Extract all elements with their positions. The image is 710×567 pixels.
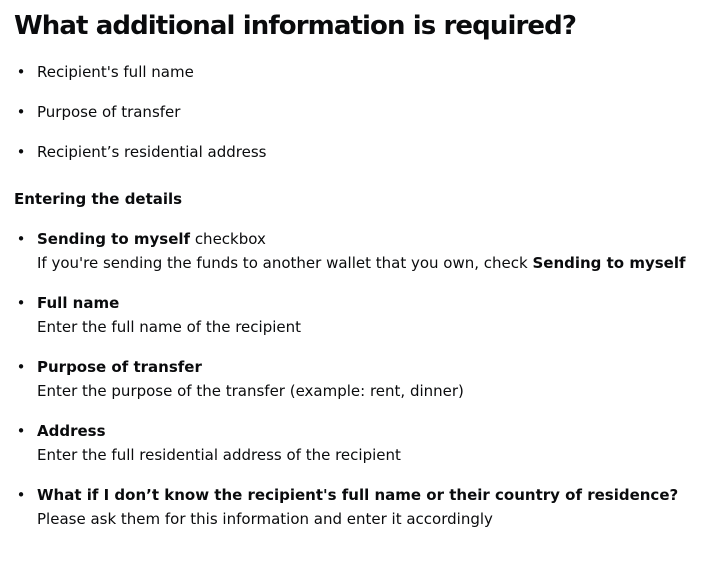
detail-label-suffix: checkbox [190, 230, 266, 248]
detail-description: Enter the purpose of the transfer (example: rent, dinner) [37, 382, 464, 400]
detail-desc-emphasis: Sending to myself [532, 254, 686, 272]
list-item [0, 140, 710, 180]
list-item-text: Purpose of transfer [37, 103, 181, 121]
detail-item-purpose [0, 355, 710, 419]
detail-title [37, 227, 710, 251]
required-info-list [0, 60, 710, 180]
detail-description: Enter the full residential address of the recipient [37, 446, 401, 464]
bullet: • [16, 103, 26, 121]
section-heading: Entering the details [14, 190, 183, 208]
detail-item-unknown-info [0, 483, 710, 547]
detail-label: What if I don’t know the recipient's full name or their country of residence? [37, 486, 679, 504]
page-title: What additional information is required? [14, 11, 577, 41]
list-item [0, 60, 710, 100]
detail-label: Full name [37, 294, 120, 312]
list-item [0, 100, 710, 140]
detail-label: Sending to myself [37, 230, 191, 248]
bullet: • [16, 486, 26, 504]
bullet: • [16, 230, 26, 248]
detail-description [37, 251, 710, 275]
bullet: • [16, 294, 26, 312]
detail-label: Purpose of transfer [37, 358, 202, 376]
list-item-text: Recipient's full name [37, 63, 194, 81]
detail-label: Address [37, 422, 106, 440]
details-list [0, 227, 710, 547]
detail-item-full-name [0, 291, 710, 355]
bullet: • [16, 143, 26, 161]
detail-description: Please ask them for this information and enter it accordingly [37, 510, 493, 528]
detail-desc-text: If you're sending the funds to another wallet that you own, check [37, 254, 533, 272]
list-item-text: Recipient’s residential address [37, 143, 267, 161]
bullet: • [16, 358, 26, 376]
detail-description: Enter the full name of the recipient [37, 318, 302, 336]
detail-item-address [0, 419, 710, 483]
bullet: • [16, 63, 26, 81]
bullet: • [16, 422, 26, 440]
detail-item-sending-to-myself [0, 227, 710, 291]
